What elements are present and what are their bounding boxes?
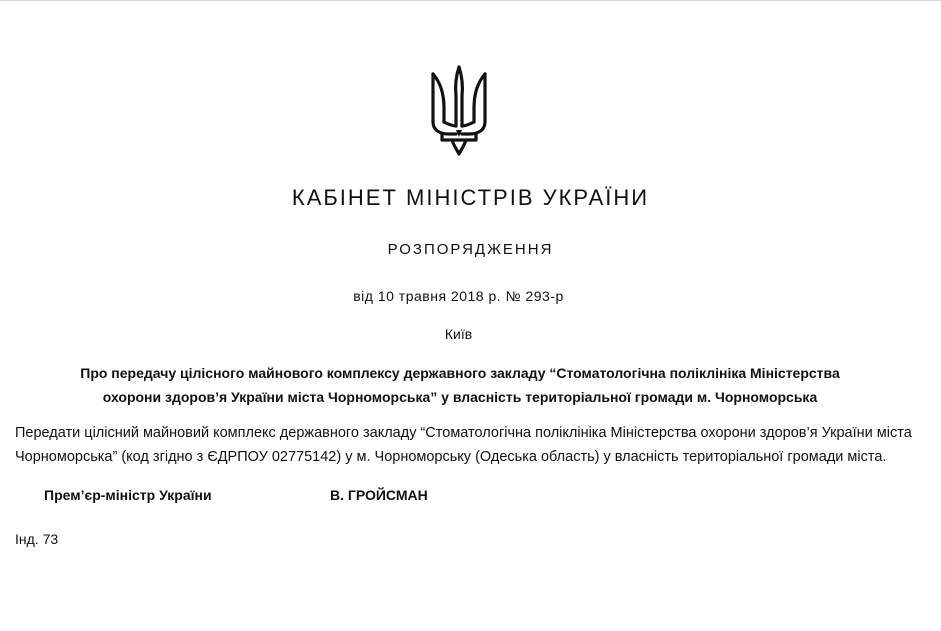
document-body-line: Чорноморська” (код згідно з ЄДРПОУ 02775142) у м. Чорноморську (Одеська область) у власність територіальної громади міста. [15,449,887,465]
document-type: РОЗПОРЯДЖЕННЯ [387,241,554,258]
document-date-number: від 10 травня 2018 р. № 293-р [353,288,564,304]
document-body [15,421,935,469]
document-city: Київ [444,326,473,342]
document-body-line: Передати цілісний майновий комплекс державного закладу “Стоматологічна поліклініка Міністерства охорони здоров’я України міста [15,425,912,441]
document-title-line: Про передачу цілісного майнового комплексу державного закладу “Стоматологічна поліклініка Міністерства [80,365,840,381]
document-index: Інд. 73 [15,531,59,547]
organization-name: КАБІНЕТ МІНІСТРІВ УКРАЇНИ [291,185,650,210]
signatory-position: Прем’єр-міністр України [44,487,212,503]
top-divider [0,0,941,1]
trident-icon [428,64,490,156]
document-title-line: охорони здоров’я України міста Чорноморська” у власність територіальної громади м. Чорноморська [102,389,818,405]
signatory-name: В. ГРОЙСМАН [330,487,428,503]
document-title [60,361,860,409]
